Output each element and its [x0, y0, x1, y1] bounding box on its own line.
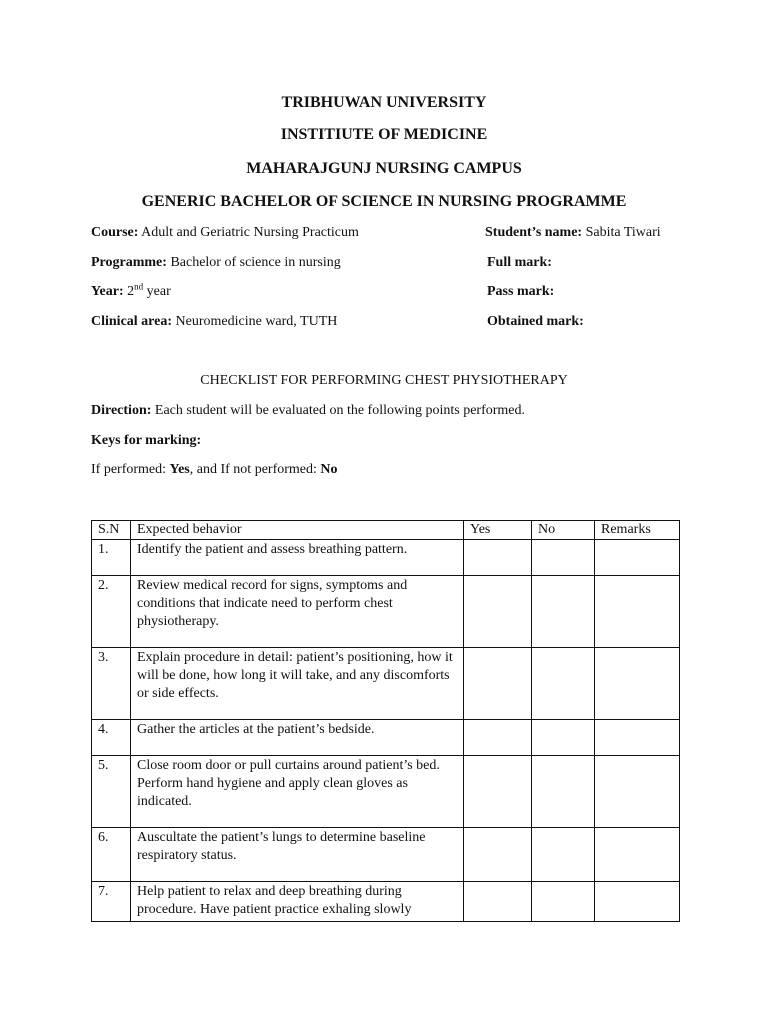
remarks-cell[interactable]: [595, 756, 680, 828]
direction-label: Direction:: [91, 403, 152, 418]
clinical-area-label: Clinical area:: [91, 314, 173, 329]
yes-cell[interactable]: [464, 540, 532, 576]
table-row: [92, 756, 680, 828]
row-sn: 6.: [92, 828, 131, 882]
clinical-area-line: [91, 314, 337, 330]
yes-cell[interactable]: [464, 576, 532, 648]
header-no: No: [532, 521, 595, 540]
table-row: [92, 828, 680, 882]
year-label: Year:: [91, 284, 124, 299]
keys-heading: [91, 433, 201, 449]
full-mark-label: Full mark:: [487, 255, 552, 270]
row-behavior: Review medical record for signs, symptoms and conditions that indicate need to perform chest physiotherapy.: [131, 576, 464, 648]
row-behavior: Gather the articles at the patient’s bedside.: [131, 720, 464, 756]
yes-cell[interactable]: [464, 828, 532, 882]
programme-line: [91, 255, 341, 271]
course-line: [91, 225, 359, 241]
university-heading: TRIBHUWAN UNIVERSITY: [281, 94, 487, 111]
yes-cell[interactable]: [464, 882, 532, 922]
table-row: [92, 540, 680, 576]
no-cell[interactable]: [532, 540, 595, 576]
table-header-row: [92, 521, 680, 540]
header-yes: Yes: [464, 521, 532, 540]
header-sn: S.N: [92, 521, 131, 540]
programme-heading: GENERIC BACHELOR OF SCIENCE IN NURSING PROGRAMME: [141, 193, 627, 210]
remarks-cell[interactable]: [595, 828, 680, 882]
checklist-table: [91, 520, 680, 922]
direction-text: Each student will be evaluated on the following points performed.: [154, 403, 526, 418]
student-name-line: [485, 225, 661, 241]
year-word: year: [146, 284, 171, 299]
row-behavior: Close room door or pull curtains around patient’s bed. Perform hand hygiene and apply clean gloves as indicated.: [131, 756, 464, 828]
row-behavior: Auscultate the patient’s lungs to determine baseline respiratory status.: [131, 828, 464, 882]
institute-heading: INSTITIUTE OF MEDICINE: [280, 126, 488, 143]
year-suffix: nd: [134, 281, 144, 292]
no-cell[interactable]: [532, 882, 595, 922]
no-cell[interactable]: [532, 828, 595, 882]
header-remarks: Remarks: [595, 521, 680, 540]
keys-line: [91, 462, 338, 478]
remarks-cell[interactable]: [595, 576, 680, 648]
no-cell[interactable]: [532, 648, 595, 720]
course-value: Adult and Geriatric Nursing Practicum: [141, 225, 359, 240]
keys-middle: , and If not performed:: [189, 462, 317, 477]
pass-mark-line: [487, 284, 554, 300]
student-name-value: Sabita Tiwari: [585, 225, 661, 240]
campus-heading: MAHARAJGUNJ NURSING CAMPUS: [246, 160, 522, 177]
yes-cell[interactable]: [464, 720, 532, 756]
student-name-label: Student’s name:: [485, 225, 583, 240]
full-mark-line: [487, 255, 552, 271]
pass-mark-label: Pass mark:: [487, 284, 555, 299]
row-sn: 2.: [92, 576, 131, 648]
no-cell[interactable]: [532, 756, 595, 828]
table-row: [92, 648, 680, 720]
table-row: [92, 576, 680, 648]
checklist-title: CHECKLIST FOR PERFORMING CHEST PHYSIOTHERAPY: [200, 373, 568, 388]
keys-yes: Yes: [169, 462, 190, 477]
row-sn: 4.: [92, 720, 131, 756]
row-sn: 5.: [92, 756, 131, 828]
year-line: [91, 281, 171, 300]
row-sn: 7.: [92, 882, 131, 922]
row-behavior: Explain procedure in detail: patient’s positioning, how it will be done, how long it will take, and any discomforts or side effects.: [131, 648, 464, 720]
keys-no: No: [320, 462, 338, 477]
obtained-mark-line: [487, 314, 584, 330]
yes-cell[interactable]: [464, 756, 532, 828]
table-row: [92, 882, 680, 922]
table-row: [92, 720, 680, 756]
yes-cell[interactable]: [464, 648, 532, 720]
remarks-cell[interactable]: [595, 540, 680, 576]
remarks-cell[interactable]: [595, 720, 680, 756]
no-cell[interactable]: [532, 720, 595, 756]
row-behavior: Identify the patient and assess breathing pattern.: [131, 540, 464, 576]
clinical-area-value: Neuromedicine ward, TUTH: [175, 314, 338, 329]
row-sn: 3.: [92, 648, 131, 720]
remarks-cell[interactable]: [595, 882, 680, 922]
row-behavior: Help patient to relax and deep breathing during procedure. Have patient practice exhaling slowly: [131, 882, 464, 922]
keys-prefix: If performed:: [91, 462, 167, 477]
remarks-cell[interactable]: [595, 648, 680, 720]
header-expected-behavior: Expected behavior: [131, 521, 464, 540]
keys-label: Keys for marking:: [91, 433, 202, 448]
programme-label: Programme:: [91, 255, 167, 270]
year-number: 2: [127, 284, 135, 299]
course-label: Course:: [91, 225, 139, 240]
obtained-mark-label: Obtained mark:: [487, 314, 584, 329]
direction-line: [91, 403, 525, 419]
programme-value: Bachelor of science in nursing: [170, 255, 341, 270]
row-sn: 1.: [92, 540, 131, 576]
no-cell[interactable]: [532, 576, 595, 648]
